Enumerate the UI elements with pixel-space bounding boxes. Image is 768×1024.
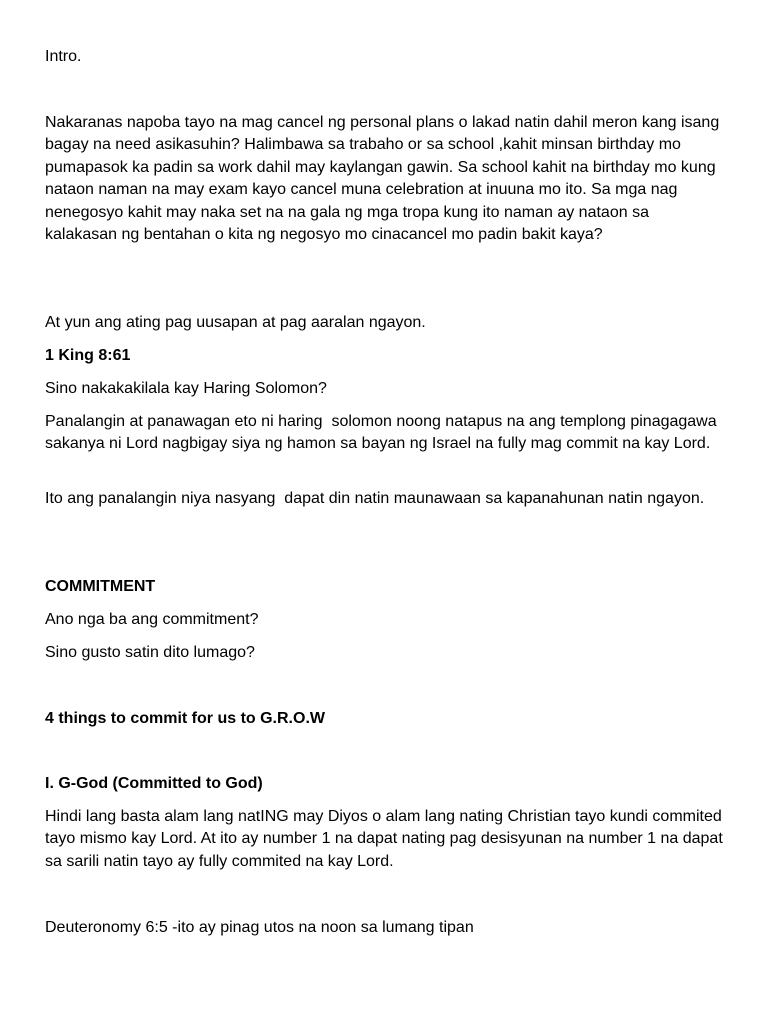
prayer-meaning-paragraph: Ito ang panalangin niya nasyang dapat din natin maunawaan sa kapanahunan natin ngayon. — [45, 490, 705, 507]
god-section-paragraph: Hindi lang basta alam lang natING may Diyos o alam lang nating Christian tayo kundi commited tayo mismo kay Lord. At ito ay number 1 na dapat nating pag desisyunan na number 1 na dapat sa sarili natin tayo ay fully commited na kay Lord. — [45, 808, 728, 870]
verse-reference: 1 King 8:61 — [45, 347, 131, 364]
intro-paragraph: Nakaranas napoba tayo na mag cancel ng personal plans o lakad natin dahil meron kang isang bagay na need asikasuhin? Halimbawa sa trabaho or sa school ,kahit minsan birthday mo pumapasok ka padin sa work dahil may kaylangan gawin. Sa school kahit na birthday mo kung nataon naman na may exam kayo cancel muna celebration at inuuna mo ito. Sa mga nag nenegosyo kahit may naka set na na gala ng mga tropa kung ito naman ay nataon sa kalakasan ng bentahan o kita ng negosyo mo cinacancel mo padin bakit kaya? — [45, 114, 724, 244]
question-solomon: Sino nakakakilala kay Haring Solomon? — [45, 380, 327, 397]
question-commitment: Ano nga ba ang commitment? — [45, 611, 259, 628]
topic-paragraph: At yun ang ating pag uusapan at pag aaralan ngayon. — [45, 314, 426, 331]
question-grow: Sino gusto satin dito lumago? — [45, 644, 255, 661]
intro-heading: Intro. — [45, 48, 82, 65]
four-things-heading: 4 things to commit for us to G.R.O.W — [45, 710, 325, 727]
deuteronomy-paragraph: Deuteronomy 6:5 -ito ay pinag utos na noon sa lumang tipan — [45, 919, 474, 936]
commitment-heading: COMMITMENT — [45, 578, 156, 595]
god-section-heading: I. G-God (Committed to God) — [45, 775, 263, 792]
prayer-paragraph: Panalangin at panawagan eto ni haring solomon noong natapus na ang templong pinagagawa sakanya ni Lord nagbigay siya ng hamon sa bayan ng Israel na fully mag commit na kay Lord. — [45, 413, 722, 453]
